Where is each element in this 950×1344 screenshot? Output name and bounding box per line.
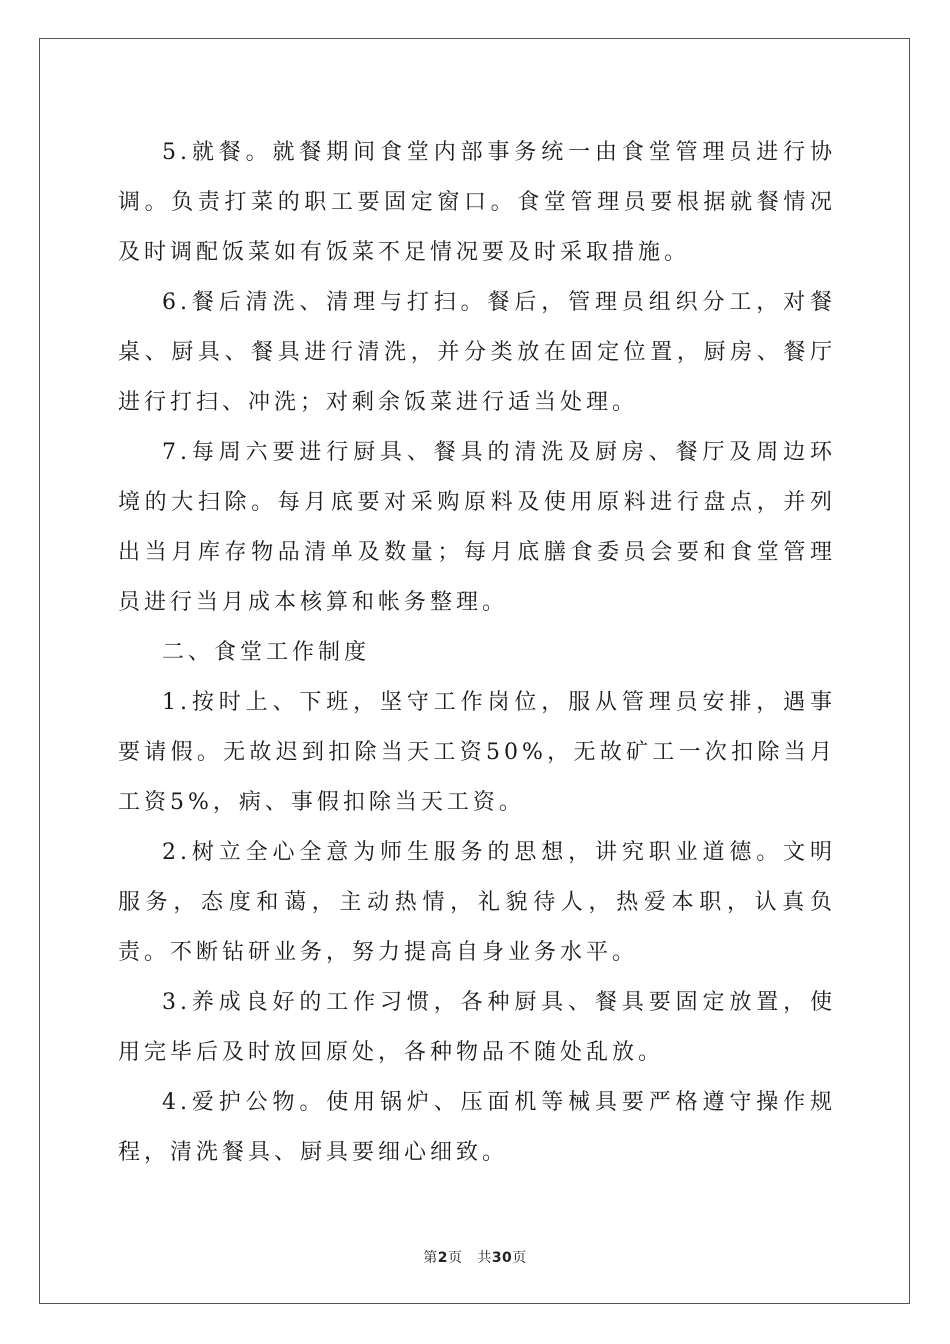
footer-total-unit: 页 <box>512 1250 527 1266</box>
document-body <box>118 128 836 1178</box>
paragraph-rule-1: 1.按时上、下班，坚守工作岗位，服从管理员安排，遇事要请假。无故迟到扣除当天工资50%，无故矿工一次扣除当月工资5%，病、事假扣除当天工资。 <box>118 690 836 815</box>
footer-page-unit: 页 <box>447 1250 463 1266</box>
paragraph-weekly-cleanup: 7.每周六要进行厨具、餐具的清洗及厨房、餐厅及周边环境的大扫除。每月底要对采购原料及使用原料进行盘点，并列出当月库存物品清单及数量；每月底膳食委员会要和食堂管理员进行当月成本核算和帐务整理。 <box>118 440 836 615</box>
paragraph-cleaning: 6.餐后清洗、清理与打扫。餐后，管理员组织分工，对餐桌、厨具、餐具进行清洗，并分类放在固定位置，厨房、餐厅进行打扫、冲洗；对剩余饭菜进行适当处理。 <box>118 290 836 415</box>
footer-total-prefix: 共 <box>477 1250 492 1266</box>
total-page-number: 30 <box>491 1250 513 1266</box>
page-footer <box>0 1247 950 1267</box>
footer-prefix: 第 <box>423 1250 438 1266</box>
current-page-number: 2 <box>437 1250 448 1266</box>
paragraph-dining: 5.就餐。就餐期间食堂内部事务统一由食堂管理员进行协调。负责打菜的职工要固定窗口。食堂管理员要根据就餐情况及时调配饭菜如有饭菜不足情况要及时采取措施。 <box>118 140 836 265</box>
paragraph-rule-4: 4.爱护公物。使用锅炉、压面机等械具要严格遵守操作规程，清洗餐具、厨具要细心细致。 <box>118 1090 836 1165</box>
paragraph-rule-3: 3.养成良好的工作习惯，各种厨具、餐具要固定放置，使用完毕后及时放回原处，各种物品不随处乱放。 <box>118 990 836 1065</box>
paragraph-rule-2: 2.树立全心全意为师生服务的思想，讲究职业道德。文明服务，态度和蔼，主动热情，礼貌待人，热爱本职，认真负责。不断钻研业务，努力提高自身业务水平。 <box>118 840 836 965</box>
section-heading: 二、食堂工作制度 <box>162 640 371 665</box>
